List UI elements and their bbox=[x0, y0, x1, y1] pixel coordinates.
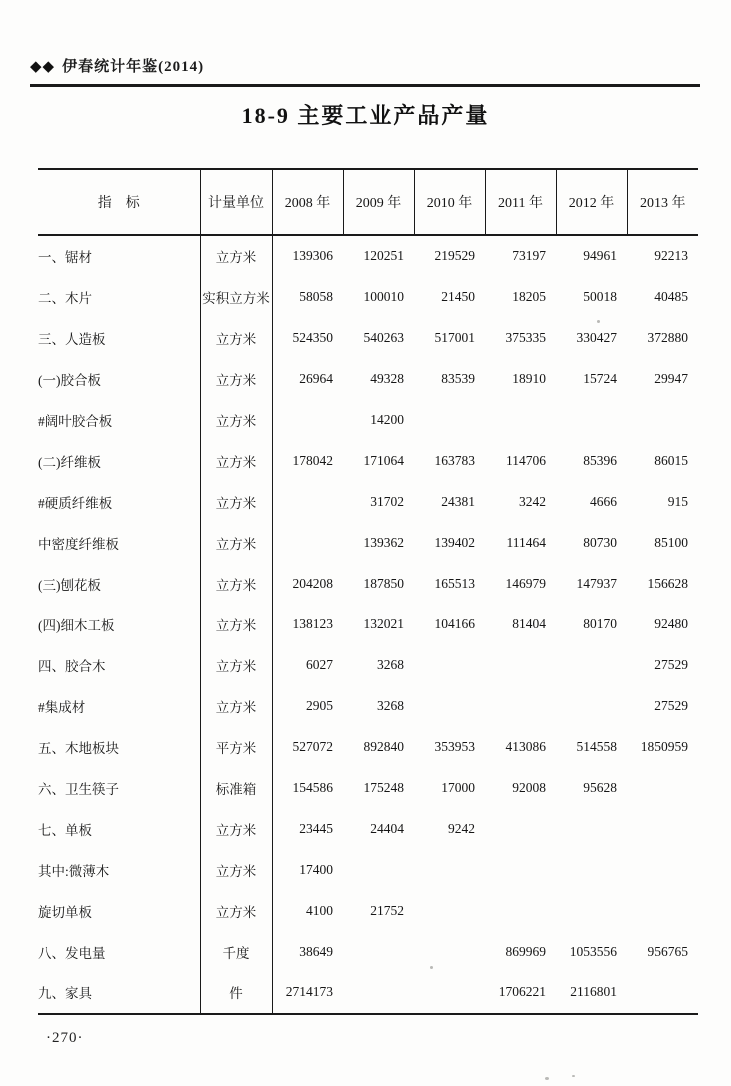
scan-speck bbox=[545, 1077, 549, 1080]
value-cell: 27529 bbox=[654, 657, 688, 673]
value-cell: 111464 bbox=[506, 534, 546, 550]
row-label: #集成材 bbox=[38, 700, 86, 716]
value-cell: 120251 bbox=[363, 248, 404, 264]
row-unit: 平方米 bbox=[200, 727, 272, 768]
row-unit: 千度 bbox=[200, 931, 272, 972]
value-cell: 73197 bbox=[512, 248, 546, 264]
value-cell: 85396 bbox=[583, 452, 617, 468]
col-header-year: 2012 年 bbox=[556, 169, 627, 235]
value-cell bbox=[627, 768, 698, 809]
row-unit: 立方米 bbox=[200, 440, 272, 481]
value-cell: 915 bbox=[667, 493, 688, 509]
value-cell: 527072 bbox=[292, 739, 333, 755]
value-cell: 132021 bbox=[363, 616, 404, 632]
row-unit: 立方米 bbox=[200, 686, 272, 727]
value-cell bbox=[627, 400, 698, 441]
value-cell: 139402 bbox=[434, 534, 475, 550]
col-header-year: 2008 年 bbox=[272, 169, 343, 235]
row-label: 四、胶合木 bbox=[38, 659, 106, 675]
value-cell: 23445 bbox=[299, 820, 333, 836]
value-cell: 58058 bbox=[299, 289, 333, 305]
value-cell bbox=[272, 400, 343, 441]
header-rule bbox=[30, 84, 700, 87]
value-cell bbox=[343, 972, 414, 1014]
value-cell: 38649 bbox=[299, 943, 333, 959]
row-unit: 件 bbox=[200, 972, 272, 1014]
value-cell: 413086 bbox=[505, 739, 546, 755]
value-cell: 85100 bbox=[654, 534, 688, 550]
value-cell bbox=[627, 808, 698, 849]
value-cell: 156628 bbox=[647, 575, 688, 591]
row-label: 旋切单板 bbox=[38, 904, 92, 920]
value-cell bbox=[414, 645, 485, 686]
value-cell bbox=[556, 808, 627, 849]
value-cell: 892840 bbox=[363, 739, 404, 755]
row-label: (三)刨花板 bbox=[38, 577, 101, 593]
row-label: (一)胶合板 bbox=[38, 373, 101, 389]
table-row bbox=[38, 727, 698, 768]
value-cell: 95628 bbox=[583, 780, 617, 796]
row-unit: 立方米 bbox=[200, 849, 272, 890]
value-cell: 330427 bbox=[576, 330, 617, 346]
value-cell: 104166 bbox=[434, 616, 475, 632]
value-cell: 24381 bbox=[441, 493, 475, 509]
table-row bbox=[38, 277, 698, 318]
row-unit: 标准箱 bbox=[200, 768, 272, 809]
row-unit: 立方米 bbox=[200, 400, 272, 441]
value-cell: 40485 bbox=[654, 289, 688, 305]
value-cell: 175248 bbox=[363, 780, 404, 796]
row-label: #硬质纤维板 bbox=[38, 495, 113, 511]
row-label: 其中:微薄木 bbox=[38, 863, 110, 879]
value-cell bbox=[485, 849, 556, 890]
value-cell: 83539 bbox=[441, 371, 475, 387]
value-cell: 9242 bbox=[448, 820, 475, 836]
value-cell bbox=[272, 481, 343, 522]
yearbook-title: 伊春统计年鉴(2014) bbox=[62, 59, 205, 75]
value-cell: 24404 bbox=[370, 820, 404, 836]
value-cell: 187850 bbox=[363, 575, 404, 591]
table-row bbox=[38, 235, 698, 277]
row-label: 三、人造板 bbox=[38, 332, 106, 348]
value-cell: 49328 bbox=[370, 371, 404, 387]
value-cell: 3268 bbox=[377, 657, 404, 673]
value-cell bbox=[414, 400, 485, 441]
value-cell: 14200 bbox=[370, 412, 404, 427]
row-label: 五、木地板块 bbox=[38, 741, 119, 757]
table-body bbox=[38, 235, 698, 1014]
row-label: 中密度纤维板 bbox=[38, 536, 119, 552]
value-cell: 147937 bbox=[576, 575, 617, 591]
value-cell: 375335 bbox=[505, 330, 546, 346]
value-cell: 869969 bbox=[505, 943, 546, 959]
value-cell: 154586 bbox=[292, 780, 333, 796]
table-row bbox=[38, 972, 698, 1014]
value-cell: 524350 bbox=[292, 330, 333, 346]
value-cell bbox=[414, 972, 485, 1014]
row-unit: 立方米 bbox=[200, 359, 272, 400]
row-label: 一、锯材 bbox=[38, 250, 92, 266]
value-cell: 3242 bbox=[519, 493, 546, 509]
value-cell: 6027 bbox=[306, 657, 333, 673]
value-cell: 4666 bbox=[590, 493, 617, 509]
value-cell: 21450 bbox=[441, 289, 475, 305]
value-cell: 4100 bbox=[306, 902, 333, 918]
table-row bbox=[38, 563, 698, 604]
value-cell bbox=[556, 849, 627, 890]
value-cell: 165513 bbox=[434, 575, 475, 591]
row-label: 九、家具 bbox=[38, 972, 200, 1014]
table-row bbox=[38, 440, 698, 481]
value-cell: 18910 bbox=[512, 371, 546, 387]
value-cell: 3268 bbox=[377, 698, 404, 714]
scan-speck bbox=[597, 320, 600, 323]
value-cell: 163783 bbox=[434, 452, 475, 468]
value-cell bbox=[627, 972, 698, 1014]
table-row bbox=[38, 890, 698, 931]
table-row bbox=[38, 808, 698, 849]
value-cell bbox=[556, 645, 627, 686]
value-cell: 178042 bbox=[292, 452, 333, 468]
table-row bbox=[38, 849, 698, 890]
products-output-table bbox=[38, 168, 698, 1015]
value-cell bbox=[272, 522, 343, 563]
row-label: (四)细木工板 bbox=[38, 618, 115, 634]
row-unit: 立方米 bbox=[200, 808, 272, 849]
value-cell: 139306 bbox=[292, 248, 333, 264]
value-cell: 540263 bbox=[363, 330, 404, 346]
row-label: #阔叶胶合板 bbox=[38, 414, 113, 429]
value-cell: 517001 bbox=[434, 330, 475, 346]
value-cell bbox=[485, 645, 556, 686]
value-cell: 27529 bbox=[654, 698, 688, 714]
table-row bbox=[38, 686, 698, 727]
value-cell bbox=[556, 686, 627, 727]
row-label: (二)纤维板 bbox=[38, 454, 101, 470]
row-unit: 立方米 bbox=[200, 645, 272, 686]
value-cell bbox=[414, 890, 485, 931]
row-label: 七、单板 bbox=[38, 822, 92, 838]
value-cell: 1850959 bbox=[640, 739, 688, 755]
value-cell: 21752 bbox=[370, 902, 404, 918]
value-cell bbox=[343, 931, 414, 972]
value-cell bbox=[627, 890, 698, 931]
value-cell: 26964 bbox=[299, 371, 333, 387]
row-unit: 立方米 bbox=[200, 235, 272, 277]
row-label: 二、木片 bbox=[38, 291, 92, 307]
value-cell bbox=[414, 931, 485, 972]
value-cell: 1706221 bbox=[485, 972, 556, 1014]
value-cell: 956765 bbox=[647, 943, 688, 959]
scan-speck bbox=[572, 1075, 575, 1077]
row-label: 六、卫生筷子 bbox=[38, 782, 119, 798]
value-cell: 80170 bbox=[583, 616, 617, 632]
table-row bbox=[38, 931, 698, 972]
col-header-year: 2010 年 bbox=[414, 169, 485, 235]
value-cell: 171064 bbox=[363, 452, 404, 468]
row-unit: 立方米 bbox=[200, 890, 272, 931]
table-row bbox=[38, 522, 698, 563]
value-cell: 100010 bbox=[363, 289, 404, 305]
table-row bbox=[38, 359, 698, 400]
value-cell: 138123 bbox=[292, 616, 333, 632]
page-number: ·270· bbox=[46, 1030, 84, 1046]
value-cell: 204208 bbox=[292, 575, 333, 591]
value-cell bbox=[556, 400, 627, 441]
page-title: 18-9 主要工业产品产量 bbox=[241, 103, 490, 128]
running-header bbox=[30, 55, 204, 76]
value-cell: 17000 bbox=[441, 780, 475, 796]
value-cell: 92213 bbox=[654, 248, 688, 264]
value-cell bbox=[485, 400, 556, 441]
row-label: 八、发电量 bbox=[38, 945, 106, 961]
value-cell: 2905 bbox=[306, 698, 333, 714]
value-cell bbox=[343, 849, 414, 890]
value-cell: 353953 bbox=[434, 739, 475, 755]
row-unit: 立方米 bbox=[200, 563, 272, 604]
table-row bbox=[38, 481, 698, 522]
value-cell: 80730 bbox=[583, 534, 617, 550]
value-cell bbox=[414, 849, 485, 890]
diamond-icons: ◆◆ bbox=[30, 56, 56, 75]
value-cell: 29947 bbox=[654, 371, 688, 387]
value-cell: 372880 bbox=[647, 330, 688, 346]
value-cell: 15724 bbox=[583, 371, 617, 387]
table-header-row bbox=[38, 169, 698, 235]
value-cell bbox=[485, 890, 556, 931]
col-header-year: 2009 年 bbox=[343, 169, 414, 235]
value-cell: 2714173 bbox=[272, 972, 343, 1014]
col-header-year: 2013 年 bbox=[627, 169, 698, 235]
table-row bbox=[38, 400, 698, 441]
value-cell: 17400 bbox=[299, 861, 333, 877]
value-cell: 94961 bbox=[583, 248, 617, 264]
value-cell: 31702 bbox=[370, 493, 404, 509]
value-cell: 92008 bbox=[512, 780, 546, 796]
col-header-unit: 计量单位 bbox=[200, 169, 272, 235]
table-row bbox=[38, 604, 698, 645]
value-cell bbox=[627, 849, 698, 890]
table-row bbox=[38, 768, 698, 809]
value-cell: 114706 bbox=[506, 452, 546, 468]
row-unit: 立方米 bbox=[200, 604, 272, 645]
row-unit: 立方米 bbox=[200, 318, 272, 359]
value-cell: 81404 bbox=[512, 616, 546, 632]
value-cell bbox=[556, 890, 627, 931]
value-cell: 514558 bbox=[576, 739, 617, 755]
value-cell bbox=[485, 686, 556, 727]
value-cell: 219529 bbox=[434, 248, 475, 264]
value-cell: 86015 bbox=[654, 452, 688, 468]
value-cell: 2116801 bbox=[556, 972, 627, 1014]
value-cell bbox=[414, 686, 485, 727]
table-row bbox=[38, 645, 698, 686]
scan-speck bbox=[430, 966, 433, 969]
row-unit: 实积立方米 bbox=[200, 277, 272, 318]
row-unit: 立方米 bbox=[200, 481, 272, 522]
value-cell: 139362 bbox=[363, 534, 404, 550]
value-cell: 1053556 bbox=[569, 943, 617, 959]
value-cell bbox=[485, 808, 556, 849]
table-row bbox=[38, 318, 698, 359]
value-cell: 50018 bbox=[583, 289, 617, 305]
row-unit: 立方米 bbox=[200, 522, 272, 563]
col-header-year: 2011 年 bbox=[485, 169, 556, 235]
col-header-indicator: 指 标 bbox=[38, 169, 200, 235]
value-cell: 146979 bbox=[505, 575, 546, 591]
value-cell: 18205 bbox=[512, 289, 546, 305]
value-cell: 92480 bbox=[654, 616, 688, 632]
